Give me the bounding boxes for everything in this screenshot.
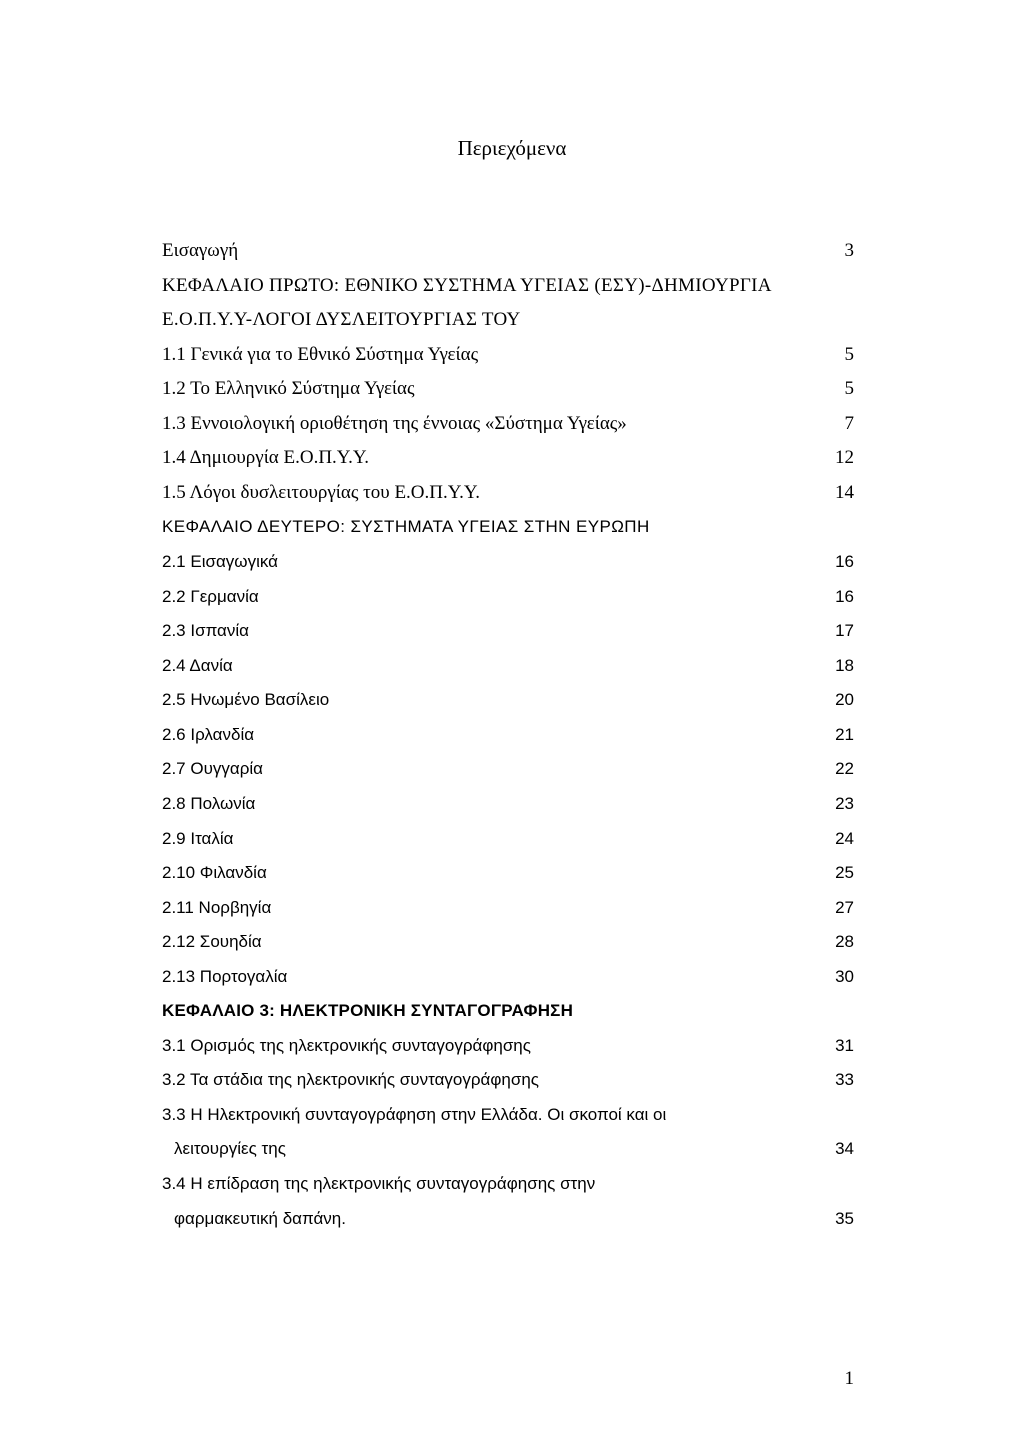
toc-entry-2-6[interactable] — [162, 722, 854, 748]
toc-entry-label: 1.5 Λόγοι δυσλειτουργίας του Ε.Ο.Π.Υ.Υ. — [162, 482, 480, 503]
toc-entry-page: 21 — [835, 725, 854, 744]
toc-entry-2-10[interactable] — [162, 860, 854, 886]
toc-entry-label: 2.12 Σουηδία — [162, 932, 262, 951]
toc-entry-page: 23 — [835, 794, 854, 813]
toc-entry-2-8[interactable] — [162, 791, 854, 817]
toc-entry-3-3-cont[interactable] — [162, 1136, 854, 1162]
toc-entry-1-2[interactable] — [162, 376, 854, 402]
toc-entry-3-3[interactable] — [162, 1102, 854, 1128]
toc-entry-page: 24 — [835, 829, 854, 848]
toc-entry-1-4[interactable] — [162, 445, 854, 471]
toc-entry-2-3[interactable] — [162, 618, 854, 644]
toc-entry-page: 30 — [835, 967, 854, 986]
toc-entry-label: 1.3 Εννοιολογική οριοθέτηση της έννοιας «Σύστημα Υγείας» — [162, 413, 627, 434]
toc-entry-page: 5 — [844, 378, 854, 399]
toc-chapter-1-heading-cont[interactable] — [162, 307, 854, 333]
toc-entry-3-1[interactable] — [162, 1033, 854, 1059]
toc-entry-page: 20 — [835, 690, 854, 709]
toc-entry-page: 35 — [835, 1209, 854, 1228]
toc-entry-introduction[interactable] — [162, 238, 854, 264]
toc-entry-label: 2.10 Φιλανδία — [162, 863, 267, 882]
toc-entry-label: 3.4 Η επίδραση της ηλεκτρονικής συνταγογράφησης στην — [162, 1174, 596, 1193]
toc-entry-page: 31 — [835, 1036, 854, 1055]
toc-entry-label: ΚΕΦΑΛΑΙΟ ΔΕΥΤΕΡΟ: ΣΥΣΤΗΜΑΤΑ ΥΓΕΙΑΣ ΣΤΗΝ ΕΥΡΩΠΗ — [162, 517, 650, 536]
toc-entry-label: 2.7 Ουγγαρία — [162, 759, 263, 778]
toc-entry-label: 2.2 Γερμανία — [162, 587, 259, 606]
toc-entry-page: 12 — [835, 447, 854, 468]
toc-entry-1-3[interactable] — [162, 411, 854, 437]
toc-entry-page: 27 — [835, 898, 854, 917]
toc-entry-page: 14 — [835, 482, 854, 503]
toc-entry-page: 3 — [844, 240, 854, 261]
toc-entry-label: 2.1 Εισαγωγικά — [162, 552, 278, 571]
toc-entry-label: 2.5 Ηνωμένο Βασίλειο — [162, 690, 330, 709]
toc-entry-2-9[interactable] — [162, 826, 854, 852]
toc-entry-2-11[interactable] — [162, 895, 854, 921]
toc-chapter-3-heading[interactable] — [162, 998, 854, 1024]
toc-entry-page: 25 — [835, 863, 854, 882]
toc-entry-label: ΚΕΦΑΛΑΙΟ ΠΡΩΤΟ: ΕΘΝΙΚΟ ΣΥΣΤΗΜΑ ΥΓΕΙΑΣ (ΕΣΥ)-ΔΗΜΙΟΥΡΓΙΑ — [162, 275, 772, 296]
toc-entry-page: 28 — [835, 932, 854, 951]
toc-entry-1-5[interactable] — [162, 480, 854, 506]
toc-entry-label: φαρμακευτική δαπάνη. — [174, 1209, 346, 1228]
toc-entry-2-2[interactable] — [162, 584, 854, 610]
toc-entry-3-4[interactable] — [162, 1171, 854, 1197]
toc-entry-page: 16 — [835, 587, 854, 606]
toc-entry-label: 3.1 Ορισμός της ηλεκτρονικής συνταγογράφησης — [162, 1036, 531, 1055]
toc-entry-page: 22 — [835, 759, 854, 778]
toc-entry-label: 2.6 Ιρλανδία — [162, 725, 255, 744]
toc-entry-2-5[interactable] — [162, 687, 854, 713]
toc-entry-1-1[interactable] — [162, 342, 854, 368]
toc-entry-label: 2.13 Πορτογαλία — [162, 967, 288, 986]
toc-entry-label: 2.4 Δανία — [162, 656, 233, 675]
toc-entry-label: Εισαγωγή — [162, 240, 239, 261]
toc-entry-label: 1.4 Δημιουργία Ε.Ο.Π.Υ.Υ. — [162, 447, 370, 468]
toc-entry-3-4-cont[interactable] — [162, 1206, 854, 1232]
toc-entry-label: λειτουργίες της — [174, 1139, 286, 1158]
toc-entry-2-13[interactable] — [162, 964, 854, 990]
toc-entry-label: 1.2 Το Ελληνικό Σύστημα Υγείας — [162, 378, 415, 399]
toc-entry-label: 2.11 Νορβηγία — [162, 898, 272, 917]
toc-entry-label: ΚΕΦΑΛΑΙΟ 3: ΗΛΕΚΤΡΟΝΙΚΗ ΣΥΝΤΑΓΟΓΡΑΦΗΣΗ — [162, 1001, 574, 1020]
toc-entry-2-7[interactable] — [162, 756, 854, 782]
page-title: Περιεχόμενα — [457, 136, 567, 160]
toc-entry-label: 2.3 Ισπανία — [162, 621, 249, 640]
toc-entry-page: 7 — [844, 413, 854, 434]
toc-chapter-1-heading[interactable] — [162, 273, 854, 299]
toc-entry-2-1[interactable] — [162, 549, 854, 575]
toc-entry-page: 16 — [835, 552, 854, 571]
toc-entry-page: 17 — [835, 621, 854, 640]
toc-entry-page: 33 — [835, 1070, 854, 1089]
toc-entry-page: 5 — [844, 344, 854, 365]
toc-entry-label: 3.3 Η Ηλεκτρονική συνταγογράφηση στην Ελλάδα. Οι σκοποί και οι — [162, 1105, 667, 1124]
page-number: 1 — [844, 1368, 854, 1389]
toc-entry-label: 2.8 Πολωνία — [162, 794, 256, 813]
toc-chapter-2-heading[interactable] — [162, 514, 854, 540]
toc-entry-page: 18 — [835, 656, 854, 675]
toc-entry-page: 34 — [835, 1139, 854, 1158]
toc-entry-label: Ε.Ο.Π.Υ.Υ-ΛΟΓΟΙ ΔΥΣΛΕΙΤΟΥΡΓΙΑΣ ΤΟΥ — [162, 309, 521, 330]
toc-entry-label: 3.2 Τα στάδια της ηλεκτρονικής συνταγογράφησης — [162, 1070, 539, 1089]
toc-entry-2-4[interactable] — [162, 653, 854, 679]
toc-entry-label: 2.9 Ιταλία — [162, 829, 234, 848]
toc-entry-label: 1.1 Γενικά για το Εθνικό Σύστημα Υγείας — [162, 344, 479, 365]
toc-entry-2-12[interactable] — [162, 929, 854, 955]
toc-entry-3-2[interactable] — [162, 1067, 854, 1093]
